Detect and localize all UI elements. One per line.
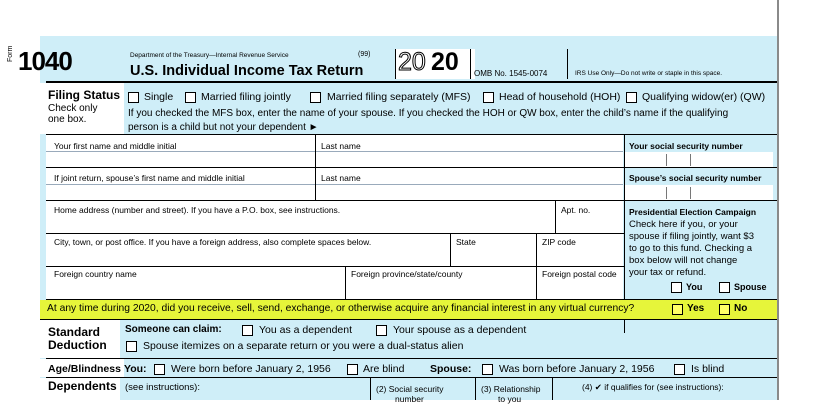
married-jointly-checkbox[interactable] — [185, 92, 196, 103]
dependents-col-relationship-2: to you — [498, 394, 522, 404]
virtual-currency-yes-checkbox[interactable] — [672, 304, 683, 315]
election-line3: to go to this fund. Checking a — [629, 243, 753, 254]
form-title: U.S. Individual Income Tax Return — [130, 63, 364, 79]
dependents-col-qualifies: (4) ✔ if qualifies for (see instructions): — [582, 382, 724, 392]
year-outline: 20 — [398, 48, 426, 76]
standard-deduction-heading1: Standard — [48, 325, 101, 339]
form-1040 — [7, 36, 777, 404]
election-line5: your tax or refund. — [629, 267, 707, 278]
head-of-household-label: Head of household (HOH) — [499, 91, 621, 103]
head-of-household-checkbox[interactable] — [483, 92, 494, 103]
election-spouse-label: Spouse — [734, 282, 767, 292]
first-name-label: Your first name and middle initial — [54, 141, 177, 151]
page-edge-line — [777, 0, 779, 400]
standard-deduction-heading2: Deduction — [48, 338, 107, 352]
married-separately-label: Married filing separately (MFS) — [327, 91, 471, 103]
apt-no-label: Apt. no. — [561, 205, 591, 215]
agency-code: (99) — [358, 51, 371, 58]
spouse-blind-label: Is blind — [691, 363, 725, 375]
spouse-first-name-label: If joint return, spouse’s first name and middle initial — [54, 173, 245, 183]
election-campaign-title: Presidential Election Campaign — [629, 207, 757, 217]
single-checkbox[interactable] — [128, 92, 139, 103]
election-you-checkbox[interactable] — [671, 282, 682, 293]
year-bold: 20 — [431, 48, 459, 76]
filing-status-sub1: Check only — [48, 103, 98, 114]
you-blind-label: Are blind — [363, 363, 405, 375]
dependents-see-instructions: (see instructions): — [125, 382, 200, 393]
filing-status-heading: Filing Status — [48, 88, 120, 102]
election-line1: Check here if you, or your — [629, 219, 738, 230]
last-name-label: Last name — [321, 141, 361, 151]
ssn-field[interactable] — [625, 152, 773, 167]
spouse-itemizes-checkbox[interactable] — [126, 341, 137, 352]
foreign-country-label: Foreign country name — [54, 269, 137, 279]
irs-use-only: IRS Use Only—Do not write or staple in this space. — [575, 70, 723, 77]
dependents-col-ssn-2: number — [395, 394, 424, 404]
virtual-currency-yes-label: Yes — [687, 303, 705, 314]
you-born-before-label: Were born before January 2, 1956 — [171, 363, 331, 375]
virtual-currency-question: At any time during 2020, did you receive, sell, send, exchange, or otherwise acquire any financial interest in any virtual currency? — [47, 303, 635, 314]
age-blindness-heading: Age/Blindness — [48, 363, 121, 375]
spouse-itemizes-label: Spouse itemizes on a separate return or you were a dual-status alien — [143, 340, 464, 352]
form-number: 1040 — [18, 46, 72, 76]
state-label: State — [456, 237, 476, 247]
ssn-label: Your social security number — [629, 141, 743, 151]
filing-status-note-line2: person is a child but not your dependent ► — [128, 122, 319, 133]
you-as-dependent-checkbox[interactable] — [242, 325, 253, 336]
qualifying-widow-checkbox[interactable] — [626, 92, 637, 103]
filing-status-note-line1: If you checked the MFS box, enter the name of your spouse. If you checked the HOH or QW box, enter the child’s name if the qualifying — [128, 108, 729, 119]
agency-name: Department of the Treasury—Internal Revenue Service — [130, 52, 289, 59]
spouse-last-name-label: Last name — [321, 173, 361, 183]
virtual-currency-no-checkbox[interactable] — [719, 304, 730, 315]
single-label: Single — [144, 91, 174, 103]
spouse-blind-checkbox[interactable] — [674, 364, 685, 375]
you-born-before-checkbox[interactable] — [154, 364, 165, 375]
married-jointly-label: Married filing jointly — [201, 91, 291, 103]
zip-label: ZIP code — [542, 237, 576, 247]
form-label: Form — [7, 45, 14, 62]
foreign-province-label: Foreign province/state/county — [351, 269, 463, 279]
city-label: City, town, or post office. If you have a foreign address, also complete spaces below. — [54, 237, 372, 247]
you-blind-checkbox[interactable] — [347, 364, 358, 375]
spouse-as-dependent-label: Your spouse as a dependent — [393, 324, 527, 336]
qualifying-widow-label: Qualifying widow(er) (QW) — [642, 91, 766, 103]
spouse-born-before-checkbox[interactable] — [482, 364, 493, 375]
virtual-currency-no-label: No — [734, 303, 748, 314]
spouse-as-dependent-checkbox[interactable] — [376, 325, 387, 336]
election-you-label: You — [686, 282, 703, 292]
home-address-label: Home address (number and street). If you have a P.O. box, see instructions. — [54, 205, 341, 215]
election-line2: spouse if filing jointly, want $3 — [629, 231, 754, 242]
married-separately-checkbox[interactable] — [310, 92, 321, 103]
spouse-ssn-label: Spouse’s social security number — [629, 173, 762, 183]
age-you-label: You: — [124, 363, 147, 375]
age-spouse-label: Spouse: — [430, 363, 472, 375]
someone-can-claim-label: Someone can claim: — [125, 324, 222, 335]
spouse-ssn-field[interactable] — [625, 185, 773, 200]
spouse-born-before-label: Was born before January 2, 1956 — [499, 363, 655, 375]
election-line4: box below will not change — [629, 255, 738, 266]
omb-number: OMB No. 1545-0074 — [474, 69, 548, 78]
filing-status-sub2: one box. — [48, 114, 87, 125]
election-spouse-checkbox[interactable] — [719, 282, 730, 293]
you-as-dependent-label: You as a dependent — [259, 324, 353, 336]
dependents-col-ssn: (2) Social security — [376, 384, 444, 394]
foreign-postal-label: Foreign postal code — [542, 269, 617, 279]
dependents-heading: Dependents — [48, 379, 117, 393]
dependents-col-relationship: (3) Relationship — [481, 384, 541, 394]
